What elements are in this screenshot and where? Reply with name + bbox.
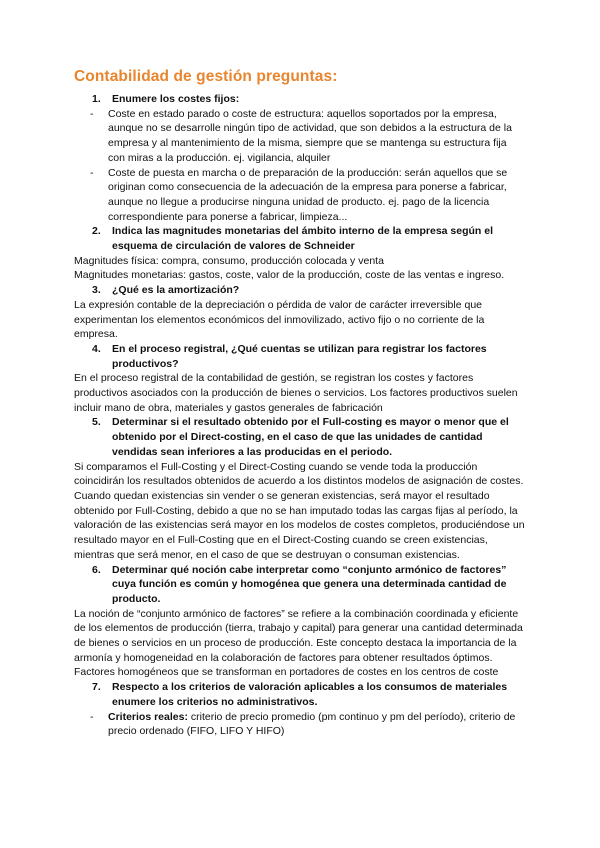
bullet-text [108,710,526,739]
dash-bullet: - [90,107,94,120]
question-number: 6. [92,563,101,576]
answer-paragraph: La noción de “conjunto armónico de factores” se refiere a la combinación coordinada y eficiente de los elementos de producción (tierra, trabajo y capital) para generar una cantidad determinada de bienes o servicios en un proceso de producción. Este concepto destaca la importancia de la armonía y homogeneidad en la colaboración de factores para obtener resultados óptimos. Factores homogéneos que se transforman en portadores de costes en los centros de coste [74,607,523,679]
question-5 [92,415,526,459]
question-6 [92,563,526,607]
question-4 [92,342,526,371]
question-number: 1. [92,93,101,105]
bullet-item [90,710,526,739]
answer-paragraph: La expresión contable de la depreciación o pérdida de valor de carácter irreversible que experimentan los elementos económicos del inmovilizado, activo fijo o no corriente de la empresa. [74,298,485,341]
document-title: Contabilidad de gestión preguntas: [74,68,338,85]
question-3 [92,283,526,298]
bullet-text: Coste de puesta en marcha o de preparación de la producción: serán aquellos que se originan como consecuencia de la adecuación de la empresa para ponerse a fabricar, aunque no llegue a producirse ninguna unidad de producto. ej. pago de la licencia correspondiente para ponerse a fabricar, limpieza... [108,166,508,223]
bullet-text: Coste en estado parado o coste de estructura: aquellos soportados por la empresa, aunque no se desarrolle ningún tipo de actividad, que son debidos a la estructura de la empresa y al mantenimiento de la misma, siempre que se mantenga su estructura fija con miras a la producción. ej. vigilancia, alquiler [108,107,512,164]
question-number: 5. [92,416,101,429]
question-2 [92,224,526,253]
answer-paragraph: Magnitudes monetarias: gastos, coste, valor de la producción, coste de las ventas e ingreso. [74,269,505,282]
answer-paragraph: En el proceso registral de la contabilidad de gestión, se registran los costes y factores productivos asociados con la producción de bienes o servicios. Los factores productivos suelen incluir mano de obra, materiales y gastos generales de fabricación [74,372,518,414]
question-number: 4. [92,342,101,355]
question-text: Respecto a los criterios de valoración aplicables a los consumos de materiales enumere los criterios no administrativos. [112,681,508,708]
question-number: 7. [92,681,101,694]
question-text: Indica las magnitudes monetarias del ámbito interno de la empresa según el esquema de circulación de valores de Schneider [112,225,494,253]
answer-paragraph: Magnitudes física: compra, consumo, producción colocada y venta [74,254,384,267]
bullet-item [90,107,526,166]
question-text: Determinar si el resultado obtenido por el Full-costing es mayor o menor que el obtenido por el Direct-costing, en el caso de que las unidades de cantidad vendidas sean inferiores a las producidas en el periodo. [112,416,509,458]
question-7 [92,680,526,709]
bullet-body: criterio de precio promedio (pm continuo y pm del período), criterio de precio ordenado (FIFO, LIFO Y HIFO) [108,710,516,738]
answer-paragraph: Si comparamos el Full-Costing y el Direct-Costing cuando se vende toda la producción coincidirán los resultados obtenidos de acuerdo a los distintos modelos de asignación de costes. Cuando quedan existencias sin vender o se generan existencias, será mayor el resultado obtenido por Full-Costing, debido a que no se han imputado todas las cargas fijas al período, la valoración de las existencias será mayor en los modelos de costes completos, produciéndose un resultado mayor en el Full-Costing que en el Direct-Costing cuando se creen existencias, mientras que será menor, en el caso de que se destruyan o consuman existencias. [74,460,525,561]
question-number: 3. [92,284,101,297]
question-number: 2. [92,225,101,238]
question-text: Enumere los costes fijos: [112,93,240,105]
question-text: ¿Qué es la amortización? [112,284,240,297]
question-text: Determinar qué noción cabe interpretar como “conjunto armónico de factores” cuya función es común y homogénea que genera una determinada cantidad de producto. [112,563,507,605]
dash-bullet: - [90,710,94,723]
bullet-item [90,166,526,225]
dash-bullet: - [90,166,94,179]
bullet-label: Criterios reales: [108,710,188,723]
question-1 [92,92,526,107]
question-text: En el proceso registral, ¿Qué cuentas se utilizan para registrar los factores productivos? [112,342,487,370]
